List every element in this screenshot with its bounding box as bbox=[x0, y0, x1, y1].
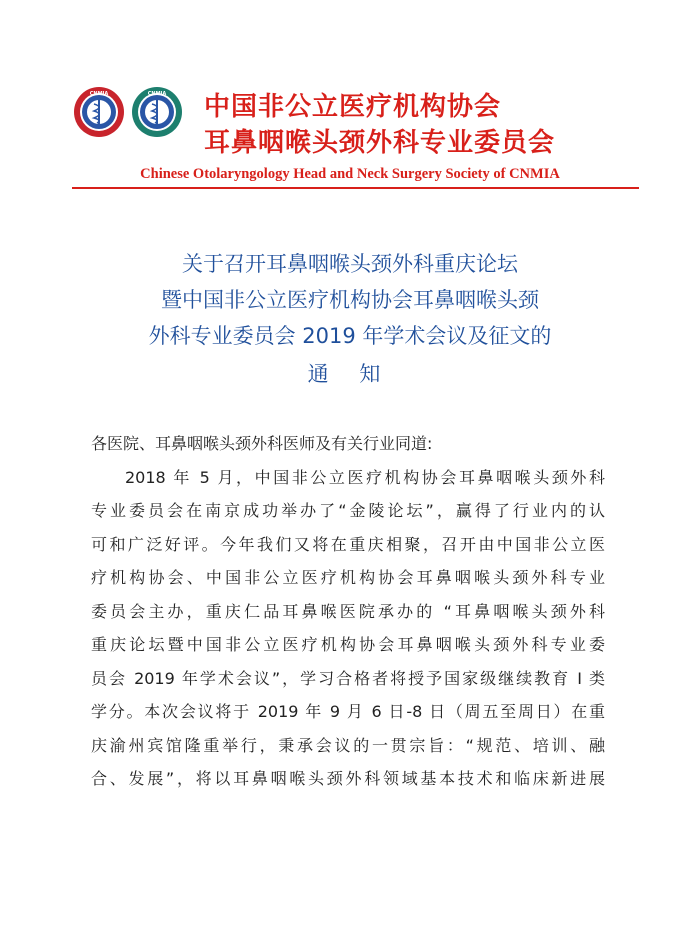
body-line: 庆渝州宾馆隆重举行，秉承会议的一贯宗旨：“规范、培训、融 bbox=[91, 735, 605, 755]
org-name-cn-line2: 耳鼻咽喉头颈外科专业委员会 bbox=[204, 128, 556, 158]
body-line: 专业委员会在南京成功举办了“金陵论坛”，赢得了行业内的认 bbox=[91, 501, 605, 520]
header-divider bbox=[72, 187, 639, 189]
logo1-text: CNMIA bbox=[89, 91, 109, 97]
title-line-4: 通 知 bbox=[307, 362, 393, 386]
org-name-en: Chinese Otolaryngology Head and Neck Surgery Society of CNMIA bbox=[140, 166, 560, 182]
salutation: 各医院、耳鼻咽喉头颈外科医师及有关行业同道: bbox=[91, 434, 433, 453]
body-line: 员会 2019 年学术会议”，学习合格者将授予国家级继续教育 I 类 bbox=[91, 668, 605, 688]
title-line-3: 外科专业委员会 2019 年学术会议及征文的 bbox=[148, 324, 552, 348]
body-line: 学分。本次会议将于 2019 年 9 月 6 日-8 日（周五至周日）在重 bbox=[91, 702, 605, 721]
logo2-text: CNMIA bbox=[147, 91, 167, 97]
body-line: 委员会主办，重庆仁品耳鼻喉医院承办的 “耳鼻咽喉头颈外科 bbox=[91, 601, 605, 621]
cnmia-logo-red bbox=[73, 86, 125, 138]
body-line: 疗机构协会、中国非公立医疗机构协会耳鼻咽喉头颈外科专业 bbox=[91, 568, 605, 587]
org-name-cn-line1: 中国非公立医疗机构协会 bbox=[204, 92, 502, 122]
title-line-1: 关于召开耳鼻咽喉头颈外科重庆论坛 bbox=[182, 252, 518, 276]
body-line: 可和广泛好评。今年我们又将在重庆相聚，召开由中国非公立医 bbox=[91, 534, 605, 554]
body-line: 2018 年 5 月，中国非公立医疗机构协会耳鼻咽喉头颈外科 bbox=[125, 467, 605, 487]
notice-title bbox=[0, 246, 700, 392]
body-line: 重庆论坛暨中国非公立医疗机构协会耳鼻咽喉头颈外科专业委 bbox=[91, 635, 605, 654]
society-logo-teal bbox=[131, 86, 183, 138]
body-line: 合、发展”，将以耳鼻咽喉头颈外科领域基本技术和临床新进展 bbox=[91, 769, 605, 788]
notice-body bbox=[91, 427, 605, 796]
title-line-2: 暨中国非公立医疗机构协会耳鼻咽喉头颈 bbox=[161, 288, 539, 312]
